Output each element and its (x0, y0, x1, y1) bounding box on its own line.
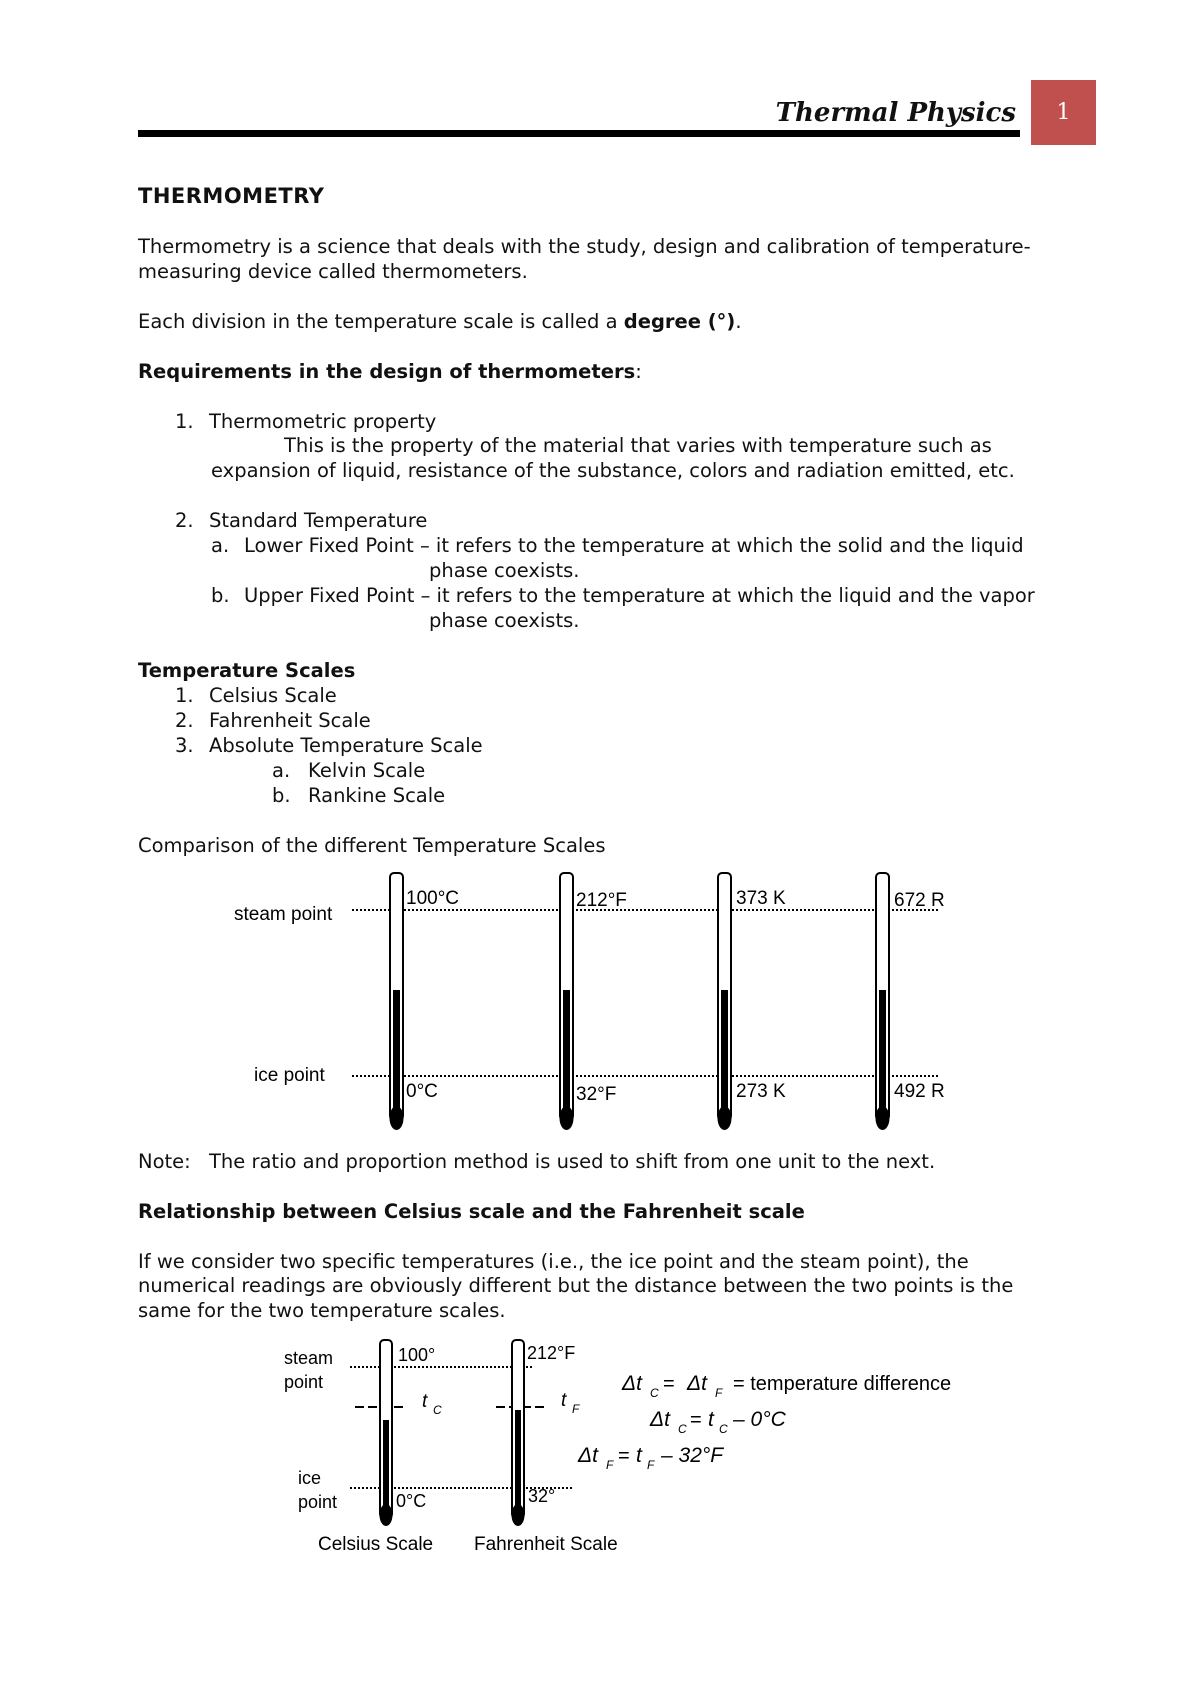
note-label: Note: (138, 1150, 191, 1173)
thermo-bottom-label: 0°C (406, 1081, 438, 1102)
note (138, 1149, 935, 1174)
comparison-caption: Comparison of the different Temperature Scales (138, 834, 606, 857)
svg-text:Δt: Δt (578, 1444, 598, 1467)
thermo-bottom-label: 273 K (736, 1081, 786, 1102)
relationship-line-1: If we consider two specific temperatures (i.e., the ice point and the steam point), the (138, 1250, 969, 1273)
thermo-top-label: 100°C (406, 888, 460, 909)
fig2-steam-label-1: steam (284, 1348, 334, 1368)
fig2-ice-label-1: ice (298, 1468, 322, 1488)
thermometer-celsius (390, 873, 404, 1130)
fig2-fahrenheit-thermometer (512, 1340, 525, 1526)
thermo-top-label: 672 R (894, 890, 945, 911)
requirement-item-2b-line-2: phase coexists. (429, 609, 580, 632)
equation-1-description: = temperature difference (733, 1373, 952, 1395)
intro-line-1: Thermometry is a science that deals with the study, design and calibration of temperature- (138, 235, 1031, 258)
thermometer-rankine (876, 873, 890, 1130)
svg-text:F: F (606, 1458, 614, 1472)
equation-2 (649, 1408, 728, 1436)
scales-heading: Temperature Scales (138, 659, 356, 682)
svg-text:F: F (715, 1386, 723, 1400)
thermometer-fahrenheit (560, 873, 574, 1130)
svg-text:Δt: Δt (650, 1408, 670, 1431)
list-number: 1. (175, 684, 194, 707)
list-item-label: Celsius Scale (209, 684, 337, 707)
ice-point-label: ice point (254, 1065, 325, 1086)
degree-term: degree (°) (623, 310, 736, 333)
svg-text:t: t (708, 1408, 714, 1431)
relationship-heading: Relationship between Celsius scale and the Fahrenheit scale (138, 1200, 805, 1223)
fig2-fahrenheit-top: 212°F (527, 1343, 576, 1363)
degree-sentence-suffix: . (735, 310, 742, 333)
list-number: 3. (175, 734, 194, 757)
degree-sentence-prefix: Each division in the temperature scale is called a (138, 310, 624, 333)
fig2-fahrenheit-caption: Fahrenheit Scale (474, 1534, 618, 1555)
svg-text:C: C (678, 1422, 687, 1436)
svg-text:=: = (618, 1445, 630, 1467)
fig2-celsius-bottom: 0°C (396, 1491, 427, 1511)
svg-text:t: t (636, 1444, 642, 1467)
fig2-tc-label: t (422, 1391, 428, 1412)
equation-1 (621, 1372, 723, 1400)
intro-line-2: measuring device called thermometers. (138, 260, 528, 283)
svg-text:Δt: Δt (687, 1372, 707, 1395)
list-item-label: Fahrenheit Scale (209, 709, 371, 732)
requirement-item-2a-line-2: phase coexists. (429, 559, 580, 582)
equation-3 (577, 1444, 655, 1472)
list-item-title: Thermometric property (209, 410, 437, 433)
fig2-fahrenheit-bottom: 32° (528, 1486, 556, 1506)
relationship-line-2: numerical readings are obviously different but the distance between the two points is the (138, 1274, 1014, 1297)
sub-list-text: Upper Fixed Point – it refers to the temperature at which the liquid and the vapor (244, 584, 1035, 607)
list-number: 2. (175, 509, 194, 532)
sub-list-text: Rankine Scale (308, 784, 446, 807)
requirements-heading-text: Requirements in the design of thermometers (138, 360, 636, 383)
list-item-label: Absolute Temperature Scale (209, 734, 483, 757)
fig2-ice-label-2: point (298, 1492, 338, 1512)
running-header-title: Thermal Physics (775, 98, 1016, 128)
sub-list-label: a. (272, 759, 291, 782)
sub-list-label: b. (272, 784, 291, 807)
note-text: The ratio and proportion method is used to shift from one unit to the next. (209, 1150, 936, 1173)
relationship-line-3: same for the two temperature scales. (138, 1299, 506, 1322)
svg-text:=: = (663, 1373, 675, 1395)
fig2-tf-label: t (561, 1390, 567, 1411)
equation-2-rhs: – 0°C (733, 1408, 786, 1431)
fig2-steam-label-2: point (284, 1372, 324, 1392)
svg-text:C: C (719, 1422, 728, 1436)
requirement-item-1-desc-line-1: This is the property of the material that varies with temperature such as (284, 434, 992, 457)
list-number: 1. (175, 410, 194, 433)
section-title: THERMOMETRY (138, 184, 325, 208)
svg-text:F: F (647, 1458, 655, 1472)
fig2-tf-subscript: F (572, 1402, 580, 1416)
list-number: 2. (175, 709, 194, 732)
equation-3-rhs: – 32°F (661, 1444, 724, 1467)
thermometer-kelvin (718, 873, 732, 1130)
page-number-badge: 1 (1031, 80, 1096, 145)
sub-list-text: Lower Fixed Point – it refers to the temperature at which the solid and the liquid (244, 534, 1024, 557)
svg-text:=: = (690, 1409, 702, 1431)
thermo-bottom-label: 492 R (894, 1081, 945, 1102)
sub-list-label: b. (211, 584, 230, 607)
fig2-celsius-caption: Celsius Scale (318, 1534, 434, 1555)
svg-text:C: C (650, 1386, 659, 1400)
svg-text:Δt: Δt (622, 1372, 642, 1395)
sub-list-text: Kelvin Scale (308, 759, 426, 782)
list-item-title: Standard Temperature (209, 509, 428, 532)
thermo-bottom-label: 32°F (576, 1084, 617, 1105)
requirements-heading-colon: : (635, 360, 642, 383)
requirement-item-1-desc-line-2: expansion of liquid, resistance of the substance, colors and radiation emitted, etc. (211, 459, 1015, 482)
sub-list-label: a. (211, 534, 230, 557)
fig2-celsius-thermometer (380, 1340, 393, 1526)
steam-point-label: steam point (234, 904, 333, 925)
fig2-tc-subscript: C (433, 1403, 442, 1417)
thermo-top-label: 373 K (736, 888, 786, 909)
thermo-top-label: 212°F (576, 890, 627, 911)
fig2-celsius-top: 100° (398, 1345, 436, 1365)
